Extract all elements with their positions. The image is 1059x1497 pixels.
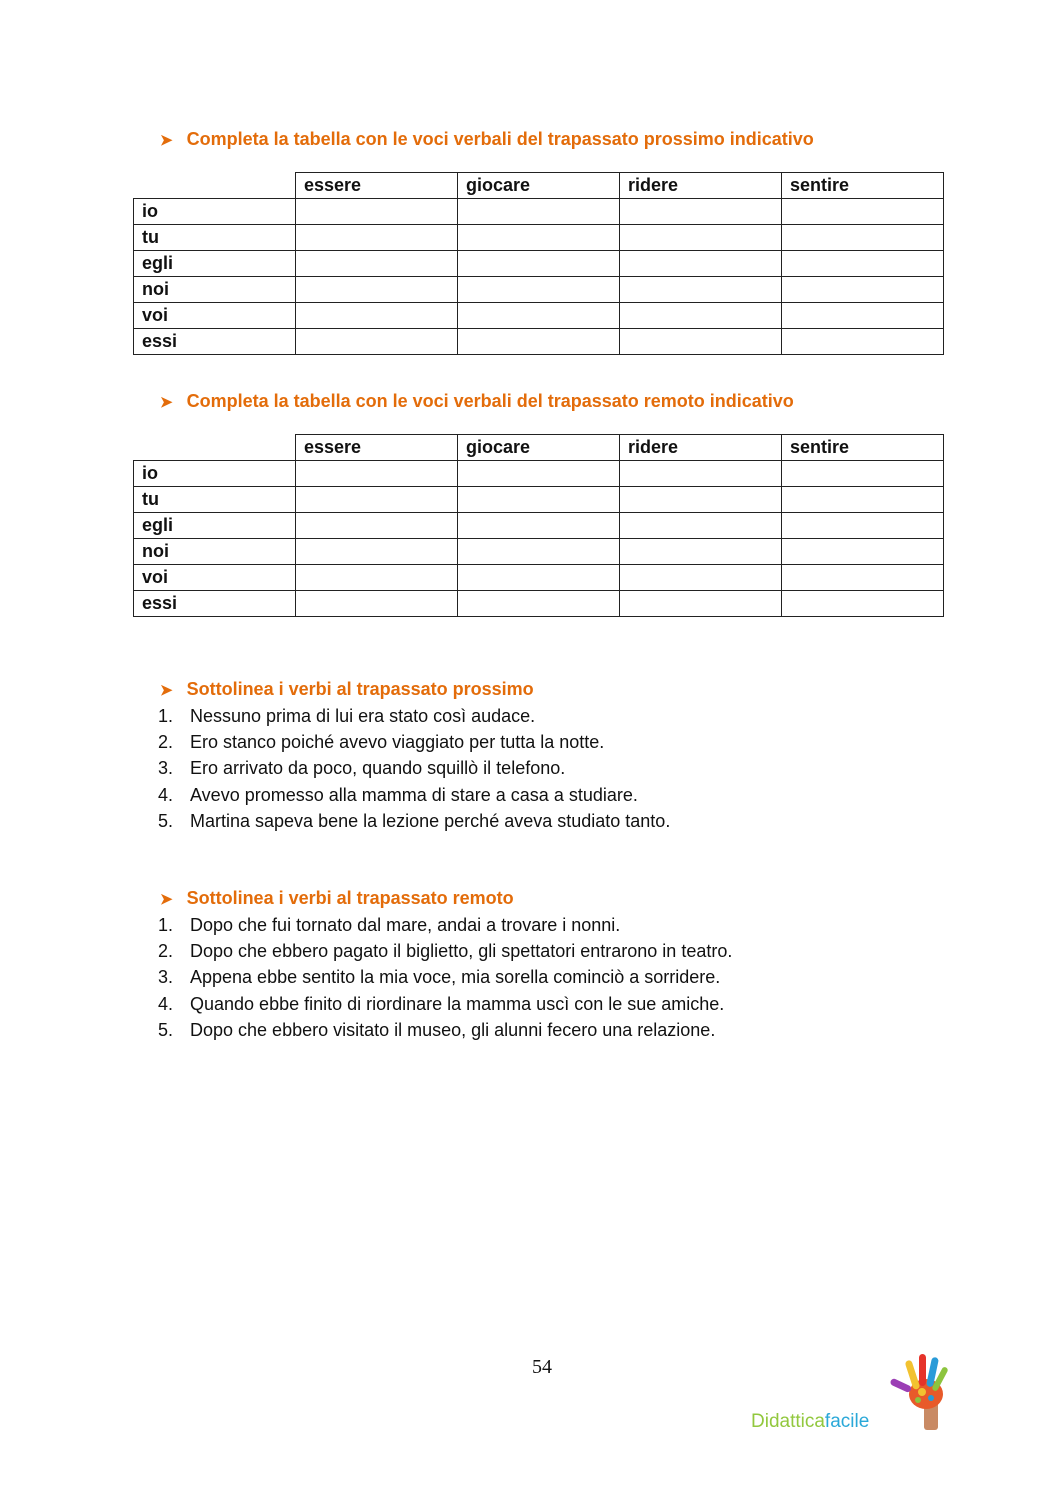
answer-cell[interactable] <box>458 303 620 329</box>
column-header: essere <box>296 435 458 461</box>
item-number: 2. <box>158 732 174 753</box>
answer-cell[interactable] <box>782 199 944 225</box>
row-header: io <box>134 461 296 487</box>
heading-text: Sottolinea i verbi al trapassato prossimo <box>186 679 534 699</box>
row-header: noi <box>134 277 296 303</box>
answer-cell[interactable] <box>620 539 782 565</box>
arrow-bullet-icon: ➤ <box>160 393 173 411</box>
row-header: voi <box>134 565 296 591</box>
table-row <box>134 329 944 355</box>
section-heading <box>160 679 534 700</box>
sentence[interactable]: Martina sapeva bene la lezione perché aveva studiato tanto. <box>190 810 671 831</box>
answer-cell[interactable] <box>296 461 458 487</box>
list-item <box>158 703 670 729</box>
answer-cell[interactable] <box>620 225 782 251</box>
answer-cell[interactable] <box>620 487 782 513</box>
answer-cell[interactable] <box>296 199 458 225</box>
sentence[interactable]: Appena ebbe sentito la mia voce, mia sorella cominciò a sorridere. <box>190 967 721 988</box>
item-number: 5. <box>158 810 174 831</box>
item-number: 4. <box>158 784 174 805</box>
table-header-row <box>134 435 944 461</box>
answer-cell[interactable] <box>620 199 782 225</box>
answer-cell[interactable] <box>458 329 620 355</box>
table-corner <box>134 435 296 461</box>
answer-cell[interactable] <box>782 591 944 617</box>
table-row <box>134 277 944 303</box>
sentence[interactable]: Quando ebbe finito di riordinare la mamma uscì con le sue amiche. <box>190 993 725 1014</box>
answer-cell[interactable] <box>782 303 944 329</box>
row-header: io <box>134 199 296 225</box>
answer-cell[interactable] <box>296 539 458 565</box>
answer-cell[interactable] <box>620 591 782 617</box>
item-number: 1. <box>158 915 174 935</box>
row-header: tu <box>134 487 296 513</box>
sentence[interactable]: Nessuno prima di lui era stato così audace. <box>190 706 536 726</box>
answer-cell[interactable] <box>296 251 458 277</box>
table-row <box>134 199 944 225</box>
answer-cell[interactable] <box>296 329 458 355</box>
row-header: egli <box>134 251 296 277</box>
painted-hand-icon <box>884 1352 958 1432</box>
answer-cell[interactable] <box>620 513 782 539</box>
answer-cell[interactable] <box>620 251 782 277</box>
list-item <box>158 938 732 964</box>
table-row <box>134 539 944 565</box>
answer-cell[interactable] <box>620 303 782 329</box>
item-number: 3. <box>158 758 174 779</box>
page-number: 54 <box>532 1356 552 1378</box>
answer-cell[interactable] <box>620 461 782 487</box>
answer-cell[interactable] <box>296 277 458 303</box>
section-heading <box>160 888 514 909</box>
answer-cell[interactable] <box>782 513 944 539</box>
brand-part2: facile <box>824 1411 870 1432</box>
table-row <box>134 225 944 251</box>
table-row <box>134 513 944 539</box>
column-header: ridere <box>620 435 782 461</box>
exercise-list-prossimo <box>158 703 670 834</box>
table-row <box>134 461 944 487</box>
table-row <box>134 487 944 513</box>
answer-cell[interactable] <box>296 513 458 539</box>
table-row <box>134 303 944 329</box>
answer-cell[interactable] <box>296 591 458 617</box>
row-header: essi <box>134 591 296 617</box>
row-header: egli <box>134 513 296 539</box>
sentence[interactable]: Ero stanco poiché avevo viaggiato per tutta la notte. <box>190 732 605 753</box>
sentence[interactable]: Dopo che ebbero visitato il museo, gli alunni fecero una relazione. <box>190 1019 716 1040</box>
answer-cell[interactable] <box>458 251 620 277</box>
list-item <box>158 991 732 1017</box>
list-item <box>158 782 670 808</box>
answer-cell[interactable] <box>458 539 620 565</box>
sentence[interactable]: Dopo che ebbero pagato il biglietto, gli spettatori entrarono in teatro. <box>190 941 733 962</box>
column-header: giocare <box>458 435 620 461</box>
answer-cell[interactable] <box>782 565 944 591</box>
heading-text: Completa la tabella con le voci verbali del trapassato remoto indicativo <box>186 391 794 411</box>
answer-cell[interactable] <box>620 277 782 303</box>
table-row <box>134 565 944 591</box>
arrow-bullet-icon: ➤ <box>160 890 173 908</box>
answer-cell[interactable] <box>296 225 458 251</box>
answer-cell[interactable] <box>458 199 620 225</box>
row-header: noi <box>134 539 296 565</box>
arrow-bullet-icon: ➤ <box>160 131 173 149</box>
answer-cell[interactable] <box>782 277 944 303</box>
section-heading <box>160 129 814 150</box>
sentence[interactable]: Avevo promesso alla mamma di stare a casa a studiare. <box>190 784 638 805</box>
answer-cell[interactable] <box>296 487 458 513</box>
answer-cell[interactable] <box>458 277 620 303</box>
item-number: 3. <box>158 967 174 988</box>
sentence[interactable]: Ero arrivato da poco, quando squillò il telefono. <box>190 758 566 779</box>
row-header: tu <box>134 225 296 251</box>
brand-logo-text <box>751 1411 869 1433</box>
row-header: essi <box>134 329 296 355</box>
table-row <box>134 251 944 277</box>
answer-cell[interactable] <box>782 225 944 251</box>
answer-cell[interactable] <box>782 461 944 487</box>
table-row <box>134 591 944 617</box>
list-item <box>158 755 670 781</box>
answer-cell[interactable] <box>782 487 944 513</box>
answer-cell[interactable] <box>782 251 944 277</box>
conjugation-table-remoto <box>133 434 944 617</box>
column-header: essere <box>296 173 458 199</box>
column-header: giocare <box>458 173 620 199</box>
table-header-row <box>134 173 944 199</box>
answer-cell[interactable] <box>620 329 782 355</box>
answer-cell[interactable] <box>782 539 944 565</box>
column-header: ridere <box>620 173 782 199</box>
heading-text: Completa la tabella con le voci verbali del trapassato prossimo indicativo <box>186 129 814 149</box>
answer-cell[interactable] <box>296 303 458 329</box>
answer-cell[interactable] <box>458 565 620 591</box>
item-number: 4. <box>158 993 174 1014</box>
item-number: 2. <box>158 941 174 962</box>
sentence[interactable]: Dopo che fui tornato dal mare, andai a trovare i nonni. <box>190 915 621 935</box>
column-header: sentire <box>782 173 944 199</box>
list-item <box>158 1017 732 1043</box>
table-corner <box>134 173 296 199</box>
answer-cell[interactable] <box>782 329 944 355</box>
row-header: voi <box>134 303 296 329</box>
arrow-bullet-icon: ➤ <box>160 681 173 699</box>
answer-cell[interactable] <box>620 565 782 591</box>
answer-cell[interactable] <box>458 591 620 617</box>
conjugation-table-prossimo <box>133 172 944 355</box>
column-header: sentire <box>782 435 944 461</box>
answer-cell[interactable] <box>458 225 620 251</box>
answer-cell[interactable] <box>296 565 458 591</box>
list-item <box>158 964 732 990</box>
answer-cell[interactable] <box>458 487 620 513</box>
item-number: 1. <box>158 706 174 726</box>
list-item <box>158 912 732 938</box>
section-heading <box>160 391 794 412</box>
list-item <box>158 808 670 834</box>
exercise-list-remoto <box>158 912 732 1043</box>
list-item <box>158 729 670 755</box>
heading-text: Sottolinea i verbi al trapassato remoto <box>186 888 514 908</box>
brand-part1: Didattica <box>751 1411 825 1432</box>
answer-cell[interactable] <box>458 513 620 539</box>
item-number: 5. <box>158 1019 174 1040</box>
answer-cell[interactable] <box>458 461 620 487</box>
